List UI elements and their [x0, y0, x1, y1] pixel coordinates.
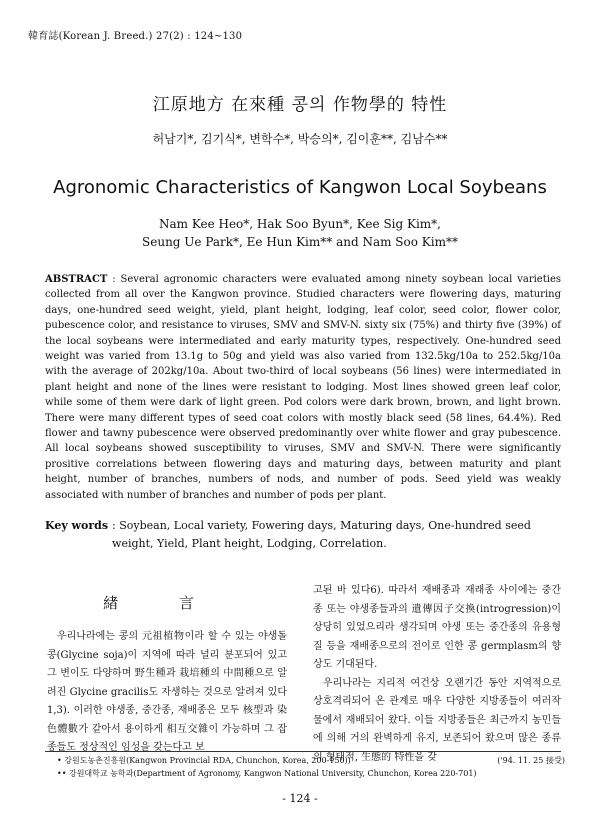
right-column-paragraph-2: 우리나라는 지리적 여건상 오랜기간 동안 지역적으로 상호격리되어 온 관계로 매우 다양한 지방종들이 여러작물에서 재배되어 왔다. 이들 지방종들은 최근까지 농민들에 의해 거의 완벽하게 유지, 보존되어 왔으며 많은 종류의 형태적, 生態的 特性을 갖: [313, 677, 561, 763]
page-number: - 124 -: [282, 792, 318, 805]
received-date: ('94. 11. 25 接受): [497, 756, 565, 765]
keywords: [45, 517, 561, 553]
left-column-text: 우리나라에는 콩의 元祖植物이라 할 수 있는 야생돌콩(Glycine soja)이 지역에 따라 널리 분포되어 있고 그 변이도 다양하며 野生種과 栽培種의 中間種으로 알려진 Glycine gracilis도 자생하는 것으로 알려져 있다1,3). 이러한 야생종, 중간종, 재배종은 모두 核型과 染色體數가 같아서 용이하게 相互交雜이 가능하며 그 잡종들도 정상적인 임성을 갖는다고 보: [47, 631, 287, 753]
keywords-label: Key words: [45, 519, 109, 532]
footnote-2: •• 강원대학교 농학과(Department of Agronomy, Kangwon National University, Chunchon, Korea 220-701): [57, 769, 477, 778]
footnote-1: • 강원도농촌진흥원(Kangwon Provincial RDA, Chunchon, Korea, 200-150)): [57, 756, 351, 765]
abstract-text: : Several agronomic characters were evaluated among ninety soybean local varieties collected from all over the Kangwon province. Studied characters were flowering days, maturing days, one-hundred seed weight, yield, plant height, lodging, leaf color, seed color, flower color, pubescence color, and resistance to viruses, SMV and SMV-N. sixty six (75%) and thirty five (39%) of the local soybeans were intermediated and early maturity types, respectively. One-hundred seed weight was varied from 13.1g to 50g and yield was also varied from 132.5kg/10a to 252.5kg/10a with the average of 202kg/10a. About two-third of local soybeans (56 lines) were intermediated in plant height and none of the lines were resistant to lodging. Most lines showed green leaf color, while some of them were dark of light green. Pod colors were dark brown, brown, and light brown. There were many different types of seed coat colors with mostly black seed (58 lines, 64.4%). Red flower and tawny pubescence were observed predominantly over white flower and gray pubescence. All local soybeans showed susceptibility to viruses, SMV and SMV-N. There were significantly prositive correlations between flowering days and maturing days, between maturity and plant height, number of branches, numbers of nods, and number of pods. Seed yield was weakly associated with number of branches and number of pods per plant.: [45, 274, 561, 501]
keywords-text: : Soybean, Local variety, Fowering days, Maturing days, One-hundred seed weight, Yield, Plant height, Lodging, Correlation.: [112, 519, 531, 550]
abstract-label: ABSTRACT: [45, 274, 108, 285]
right-column-text: 고된 바 있다6). 따라서 재배종과 재래종 사이에는 중간종 또는 야생종들과의 遺傳因子交換(introgression)이 상당히 있었으리라 생각되며 야생 또는 중간종의 유용형질 등을 재배종으로의 전이로 인한 콩 germplasm의 향상도 기대된다.: [313, 585, 561, 670]
footnote-divider: [45, 751, 561, 752]
left-column: [47, 628, 287, 758]
authors-korean: 허남기*, 김기식*, 변학수*, 박승의*, 김이훈**, 김남수**: [152, 132, 448, 146]
abstract: [45, 272, 561, 503]
journal-citation: 韓育誌(Korean J. Breed.) 27(2) : 124~130: [28, 31, 243, 42]
title-korean: 江原地方 在來種 콩의 作物學的 特性: [152, 95, 448, 115]
authors-english-line-2: Seung Ue Park*, Ee Hun Kim** and Nam Soo Kim**: [142, 235, 458, 249]
title-english: Agronomic Characteristics of Kangwon Local Soybeans: [53, 177, 547, 198]
authors-english-line-1: Nam Kee Heo*, Hak Soo Byun*, Kee Sig Kim*,: [158, 217, 441, 231]
section-heading: 緖 言: [103, 594, 222, 612]
authors-english: [0, 215, 600, 251]
right-column: [313, 582, 561, 767]
